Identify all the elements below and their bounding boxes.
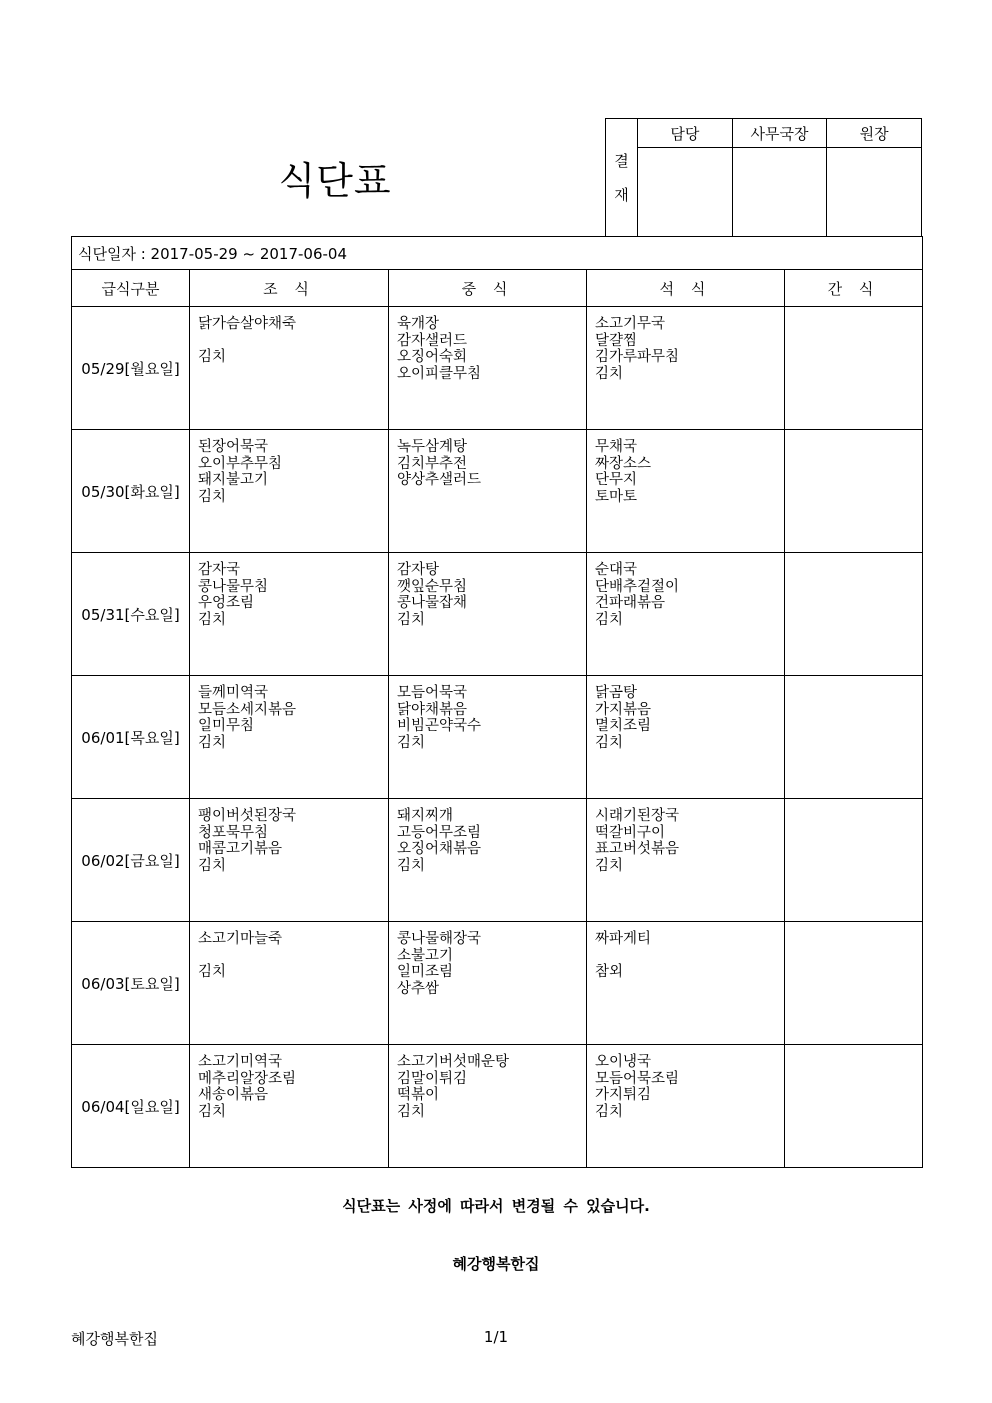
lunch-item: 감자탕 [397,562,440,578]
breakfast-cell [190,1045,389,1168]
change-notice: 식단표는 사정에 따라서 변경될 수 있습니다. [342,1197,650,1215]
breakfast-item: 소고기마늘죽 [198,931,283,947]
lunch-cell [389,430,587,553]
lunch-item: 오징어채볶음 [397,841,482,857]
day-row [72,430,923,553]
lunch-item: 떡볶이 [397,1087,440,1103]
breakfast-item: 김치 [198,611,227,628]
dinner-item: 단무지 [595,472,638,488]
lunch-item: 상추쌈 [397,980,440,997]
day-row [72,922,923,1045]
snack-cell [785,553,923,676]
dinner-item: 가지볶음 [595,701,652,718]
breakfast-item: 소고기미역국 [198,1054,283,1070]
breakfast-cell [190,553,389,676]
menu-table [71,236,923,1168]
dinner-cell [587,553,785,676]
lunch-item: 콩나물잡채 [397,595,468,611]
column-header-category: 급식구분 [72,270,190,307]
lunch-cell [389,1045,587,1168]
dinner-cell [587,799,785,922]
organization-name: 혜강행복한집 [452,1255,540,1273]
dinner-cell [587,1045,785,1168]
lunch-item: 소고기버섯매운탕 [397,1054,510,1070]
dinner-item: 오이냉국 [595,1054,652,1070]
breakfast-item: 돼지불고기 [198,472,269,488]
snack-cell [785,676,923,799]
breakfast-item: 김치 [198,964,227,980]
breakfast-item: 김치 [198,1103,227,1120]
breakfast-item: 들께미역국 [198,685,269,701]
lunch-item: 콩나물해장국 [397,931,482,947]
dinner-cell [587,676,785,799]
snack-cell [785,1045,923,1168]
dinner-item: 짜장소스 [595,455,652,472]
breakfast-item: 오이부추무침 [198,455,283,472]
breakfast-item: 김치 [198,488,227,505]
dinner-item: 모듬어묵조림 [595,1070,680,1087]
dinner-item: 참외 [595,964,624,980]
approval-side-label [606,119,638,237]
breakfast-item: 매콤고기볶음 [198,841,283,857]
dinner-item: 무채국 [595,439,638,455]
breakfast-item: 김치 [198,857,227,874]
lunch-item: 모듬어묵국 [397,685,468,701]
column-header-dinner: 석 식 [587,270,785,307]
approval-box [605,118,922,237]
dinner-item: 달걀찜 [595,332,638,349]
page-title: 식단표 [278,159,392,203]
approval-side-label-1: 결 [614,151,629,170]
dinner-item: 멸치조림 [595,718,652,734]
lunch-item: 닭야채볶음 [397,701,468,718]
day-date: 06/04[일요일] [72,1045,190,1168]
lunch-cell [389,553,587,676]
day-row [72,799,923,922]
column-header-snack: 간 식 [785,270,923,307]
lunch-item: 일미조림 [397,964,454,980]
column-header-lunch: 중 식 [389,270,587,307]
snack-cell [785,430,923,553]
dinner-cell [587,430,785,553]
page-number: 1/1 [483,1328,509,1346]
day-date: 06/02[금요일] [72,799,190,922]
dinner-item: 표고버섯볶음 [595,841,680,857]
lunch-cell [389,799,587,922]
snack-cell [785,799,923,922]
dinner-item: 떡갈비구이 [595,824,666,841]
approval-role-head: 원장 [827,119,922,148]
dinner-item: 토마토 [595,488,638,505]
lunch-item: 소불고기 [397,947,454,964]
approval-sign-head[interactable] [827,148,922,237]
day-row [72,1045,923,1168]
lunch-item: 김치 [397,734,426,751]
breakfast-cell [190,799,389,922]
lunch-item: 감자샐러드 [397,332,468,349]
breakfast-item: 메추리알장조림 [198,1070,297,1087]
lunch-item: 고등어무조림 [397,824,482,841]
dinner-cell [587,922,785,1045]
day-date: 06/01[목요일] [72,676,190,799]
column-header-breakfast: 조 식 [190,270,389,307]
lunch-item: 녹두삼계탕 [397,439,468,455]
lunch-item: 김말이튀김 [397,1070,468,1087]
breakfast-item: 팽이버섯된장국 [198,808,297,824]
dinner-item: 김가루파무침 [595,349,680,365]
lunch-item: 깻잎순무침 [397,578,468,595]
breakfast-item [198,948,388,965]
date-range: 식단일자 : 2017-05-29 ~ 2017-06-04 [72,237,923,270]
dinner-item: 김치 [595,857,624,874]
snack-cell [785,922,923,1045]
approval-sign-staff[interactable] [638,148,733,237]
dinner-item: 소고기무국 [595,316,666,332]
dinner-item: 가지튀김 [595,1087,652,1103]
breakfast-item: 모듬소세지볶음 [198,701,297,718]
snack-cell [785,307,923,430]
approval-sign-director[interactable] [732,148,827,237]
breakfast-item: 닭가슴살야채죽 [198,316,297,332]
day-date: 05/29[월요일] [72,307,190,430]
dinner-item: 시래기된장국 [595,808,680,824]
breakfast-cell [190,430,389,553]
menu-body [72,307,923,1168]
lunch-item: 김치 [397,611,426,628]
breakfast-item: 김치 [198,734,227,751]
lunch-item: 김치부추전 [397,455,468,472]
dinner-item: 김치 [595,365,624,382]
breakfast-item [198,333,388,350]
lunch-item: 오징어숙회 [397,349,468,365]
breakfast-item: 새송이볶음 [198,1087,269,1103]
lunch-item: 비빔곤약국수 [397,718,482,734]
dinner-item: 단배추겉절이 [595,578,680,595]
lunch-cell [389,307,587,430]
breakfast-item: 일미무침 [198,718,255,734]
lunch-item: 김치 [397,857,426,874]
approval-role-staff: 담당 [638,119,733,148]
dinner-item: 닭곰탕 [595,685,638,701]
lunch-item: 돼지찌개 [397,808,454,824]
breakfast-item: 김치 [198,349,227,365]
breakfast-cell [190,676,389,799]
approval-role-director: 사무국장 [732,119,827,148]
lunch-item: 양상추샐러드 [397,472,482,488]
breakfast-item: 감자국 [198,562,241,578]
day-row [72,307,923,430]
breakfast-item: 된장어묵국 [198,439,269,455]
dinner-item: 김치 [595,734,624,751]
footer-organization: 혜강행복한집 [71,1330,158,1348]
dinner-item: 건파래볶음 [595,595,666,611]
dinner-item: 김치 [595,1103,624,1120]
breakfast-cell [190,922,389,1045]
dinner-cell [587,307,785,430]
breakfast-item: 청포묵무침 [198,824,269,841]
day-date: 05/31[수요일] [72,553,190,676]
day-row [72,676,923,799]
lunch-item: 오이피클무침 [397,365,482,382]
lunch-item: 김치 [397,1103,426,1120]
day-date: 06/03[토요일] [72,922,190,1045]
approval-side-label-2: 재 [614,185,629,204]
lunch-cell [389,922,587,1045]
breakfast-item: 콩나물무침 [198,578,269,595]
lunch-item: 육개장 [397,316,440,332]
lunch-cell [389,676,587,799]
day-date: 05/30[화요일] [72,430,190,553]
dinner-item: 순대국 [595,562,638,578]
dinner-item: 짜파게티 [595,931,652,947]
breakfast-item: 우엉조림 [198,595,255,611]
dinner-item: 김치 [595,611,624,628]
breakfast-cell [190,307,389,430]
dinner-item [595,948,784,965]
day-row [72,553,923,676]
